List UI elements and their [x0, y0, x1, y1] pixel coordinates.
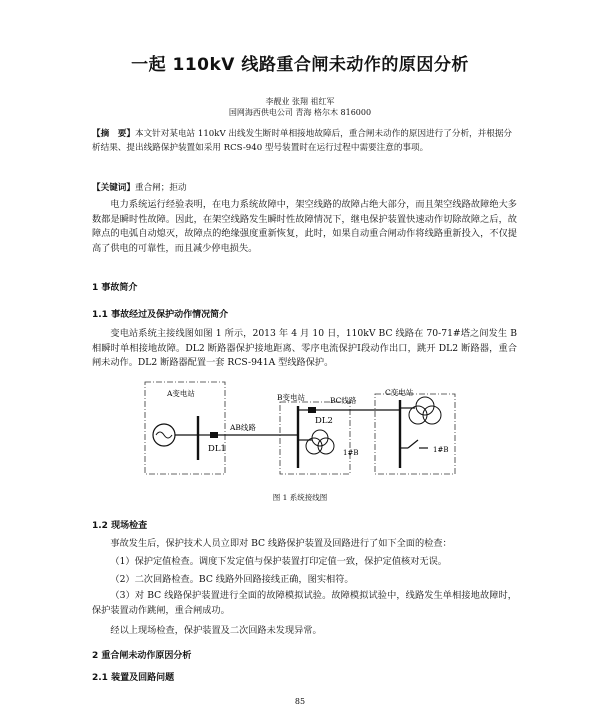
affiliation: 国网海西供电公司 青海 格尔木 816000: [228, 108, 372, 117]
line-bc-label: BC线路: [330, 396, 357, 405]
check-item-3: （3）对 BC 线路保护装置进行全面的故障模拟试验。故障模拟试验中，线路发生单相接地故障时，保护装置动作跳闸，重合闸成功。: [92, 590, 517, 616]
generator-wave-icon: [156, 432, 172, 438]
section-1-2-heading: 1.2 现场检查: [92, 521, 148, 531]
intro-paragraph: 电力系统运行经验表明，在电力系统故障中，架空线路的故障占绝大部分，而且架空线路故障绝大多数都是瞬时性故障。因此，在架空线路发生瞬时性故障情况下，继电保护装置快速动作切除故障之后，故障点的电弧自动熄灭，故障点的绝缘强度重新恢复，此时，如果自动重合闸动作将线路重新投入，不仅提高了供电的可靠性，而且减少停电损失。: [92, 199, 517, 254]
station-b-label: B变电站: [277, 393, 306, 402]
dl1-label: DL1: [208, 444, 226, 454]
keywords-label: 【关键词】: [92, 183, 135, 193]
breaker-dl1: [210, 432, 218, 438]
section-1-1-text: 变电站系统主接线图如图 1 所示，2013 年 4 月 10 日，110kV BC 线路在 70-71#塔之间发生 B 相瞬时单相接地故障。DL2 断路器保护接地距离、零序电流保护Ⅰ段动作出口，跳开 DL2 断路器，重合闸未动作。DL2 断路器配置一套 RCS-941A 型线路保护。: [92, 328, 517, 368]
section-1-2-intro: 事故发生后，保护技术人员立即对 BC 线路保护装置及回路进行了如下全面的检查：: [110, 538, 452, 549]
abstract: [92, 127, 517, 155]
section-1-1-heading: 1.1 事故经过及保护动作情况简介: [92, 310, 229, 320]
station-a-label: A变电站: [167, 389, 195, 398]
section-2-heading: 2 重合闸未动作原因分析: [92, 651, 192, 661]
dl2-label: DL2: [315, 416, 333, 426]
section-2-1-heading: 2.1 装置及回路问题: [92, 673, 175, 683]
keywords-text: 重合闸；拒动: [134, 183, 187, 193]
keywords: [92, 181, 187, 193]
section-1-heading: 1 事故简介: [92, 283, 138, 293]
abstract-label: 【摘 要】: [92, 129, 135, 139]
figure-caption: 图 1 系统接线图: [272, 493, 328, 502]
check-item-2: （2）二次回路检查。BC 线路外回路接线正确，图实相符。: [110, 574, 354, 585]
page-number: 85: [294, 697, 306, 706]
transformer-c-label: 1#B: [433, 446, 449, 454]
line-ab-label: AB线路: [230, 423, 256, 432]
authors: 李靓业 张翔 祖红军: [265, 97, 335, 106]
check-conclusion: 经以上现场检查，保护装置及二次回路未发现异常。: [110, 625, 322, 636]
paper-title: 一起 110kV 线路重合闸未动作的原因分析: [131, 55, 469, 75]
transformer-b-label: 1#B: [343, 449, 359, 457]
abstract-text: 本文针对某电站 110kV 出线发生断时单相接地故障后，重合闸未动作的原因进行了分析，并根据分析结果、提出线路保护装置如采用 RCS-940 型号装置时在运行过程中需要注意的事项。: [92, 129, 513, 153]
station-c-label: C变电站: [385, 388, 414, 397]
check-item-1: （1）保护定值检查。调度下发定值与保护装置打印定值一致，保护定值核对无误。: [110, 556, 447, 567]
breaker-dl2: [308, 407, 316, 413]
switch-icon: [408, 440, 418, 448]
system-wiring-diagram: [140, 380, 460, 480]
